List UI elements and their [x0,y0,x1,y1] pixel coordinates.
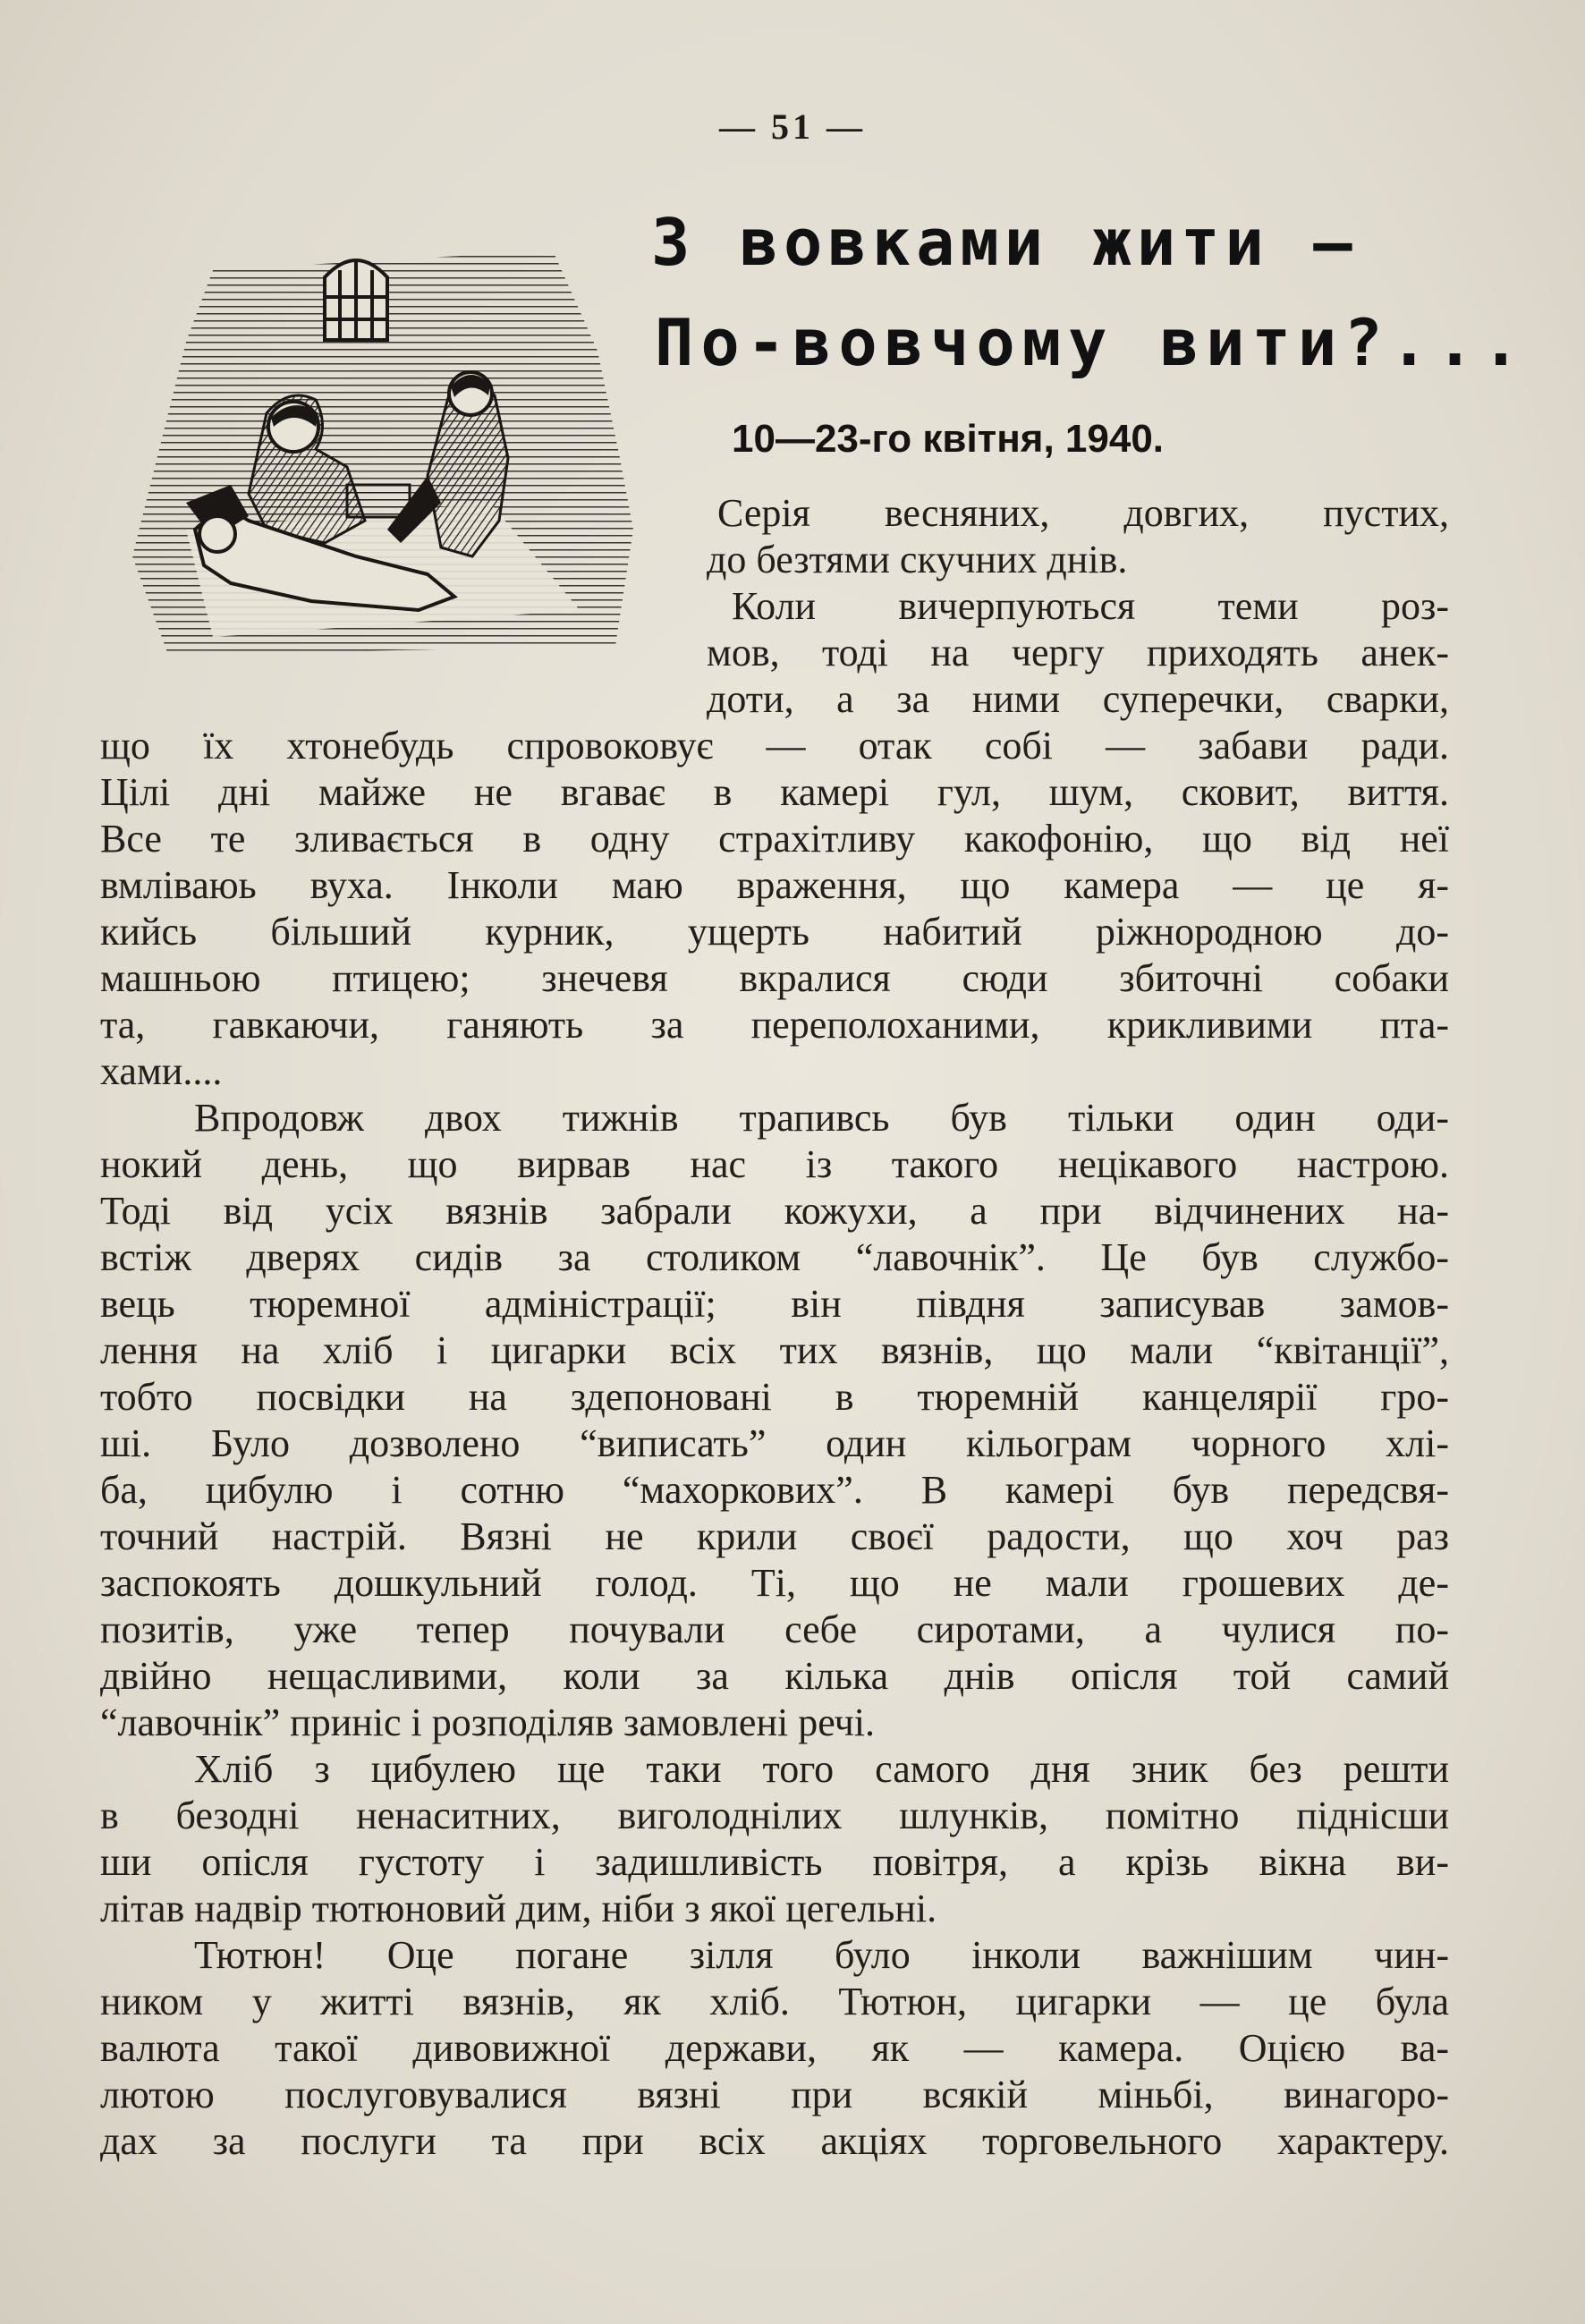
text-line: хами.... [100,1049,223,1093]
text-line: встіж дверях сидів за столиком “лавочнік”. Це був службо- [100,1235,1449,1279]
text-line: Коли вичерпуються теми роз- [732,584,1449,628]
body-text [100,490,1449,2165]
text-line: вець тюремної адміністрації; він півдня записував замов- [100,1282,1449,1326]
text-line: позитів, уже тепер почували себе сиротами, а чулися по- [100,1607,1449,1651]
text-line: ші. Було дозволено “виписать” один кільограм чорного хлі- [100,1421,1449,1465]
text-line: ником у житті вязнів, як хліб. Тютюн, цигарки — це була [100,1980,1449,2023]
text-line: ши опісля густоту і задишливість повітря, а крізь вікна ви- [100,1840,1449,1884]
text-line: доти, а за ними суперечки, сварки, [707,677,1449,721]
text-line: лення на хліб і цигарки всіх тих вязнів, що мали “квітанції”, [100,1328,1449,1372]
text-line: двійно нещасливими, коли за кілька днів опісля той самий [100,1654,1449,1698]
text-line: Тоді від усіх вязнів забрали кожухи, а при відчинених на- [100,1189,1449,1233]
text-line: валюта такої дивовижної держави, як — камера. Оцією ва- [100,2026,1449,2070]
text-line: заспокоять дошкульний голод. Ті, що не мали грошевих де- [100,1561,1449,1605]
text-line: дах за послуги та при всіх акціях торговельного характеру. [100,2119,1449,2163]
text-line: Хліб з цибулею ще таки того самого дня зник без решти [194,1747,1449,1791]
text-line: нокий день, що вирвав нас із такого нецікавого настрою. [100,1142,1449,1186]
text-line: Тютюн! Оце погане зілля було інколи важнішим чин- [194,1933,1449,1977]
text-line: в безодні ненаситних, виголоднілих шлунків, помітно піднісши [100,1794,1449,1837]
chapter-title [651,192,1528,393]
text-line: лютою послуговувалися вязні при всякій міньбі, винагоро- [100,2073,1449,2116]
text-line: Впродовж двох тижнів трапивсь був тільки один оди- [194,1096,1449,1140]
text-line: тобто посвідки на здепоновані в тюремній канцелярії гро- [100,1375,1449,1419]
text-line: точний настрій. Вязні не крили своєї радости, що хоч раз [100,1514,1449,1558]
text-line: машньою птицею; знечевя вкралися сюди збиточні собаки [100,956,1449,1000]
text-line: до безтями скучних днів. [707,538,1128,581]
text-line: Серія весняних, довгих, пустих, [717,491,1449,535]
text-line: Все те зливається в одну страхітливу какофонію, що від неї [100,817,1449,861]
text-line: літав надвір тютюновий дим, ніби з якої цегельні. [100,1887,937,1930]
text-line: мов, тоді на чергу приходять анек- [707,631,1449,674]
text-line: вмліваюь вуха. Інколи маю враження, що камера — це я- [100,863,1449,907]
entry-date: 10—23-го квітня, 1940. [732,417,1165,461]
text-line: та, гавкаючи, ганяють за переполоханими, крикливими пта- [100,1003,1449,1047]
chapter-title-line-1: З вовками жити — [651,205,1358,280]
text-line: що їх хтонебудь спровоковує — отак собі — забави ради. [100,724,1449,768]
text-line: ба, цибулю і сотню “махоркових”. В камері був передсвя- [100,1468,1449,1512]
text-line: Цілі дні майже не вгаває в камері гул, шум, сковит, виття. [100,770,1449,814]
chapter-title-line-2: По-вовчому вити?... [655,305,1528,380]
text-line: “лавочнік” приніс і розподіляв замовлені речі. [100,1701,876,1744]
text-line: кийсь більший курник, ущерть набитий ріжнородною до- [100,910,1449,954]
page-number: — 51 — [719,106,866,147]
